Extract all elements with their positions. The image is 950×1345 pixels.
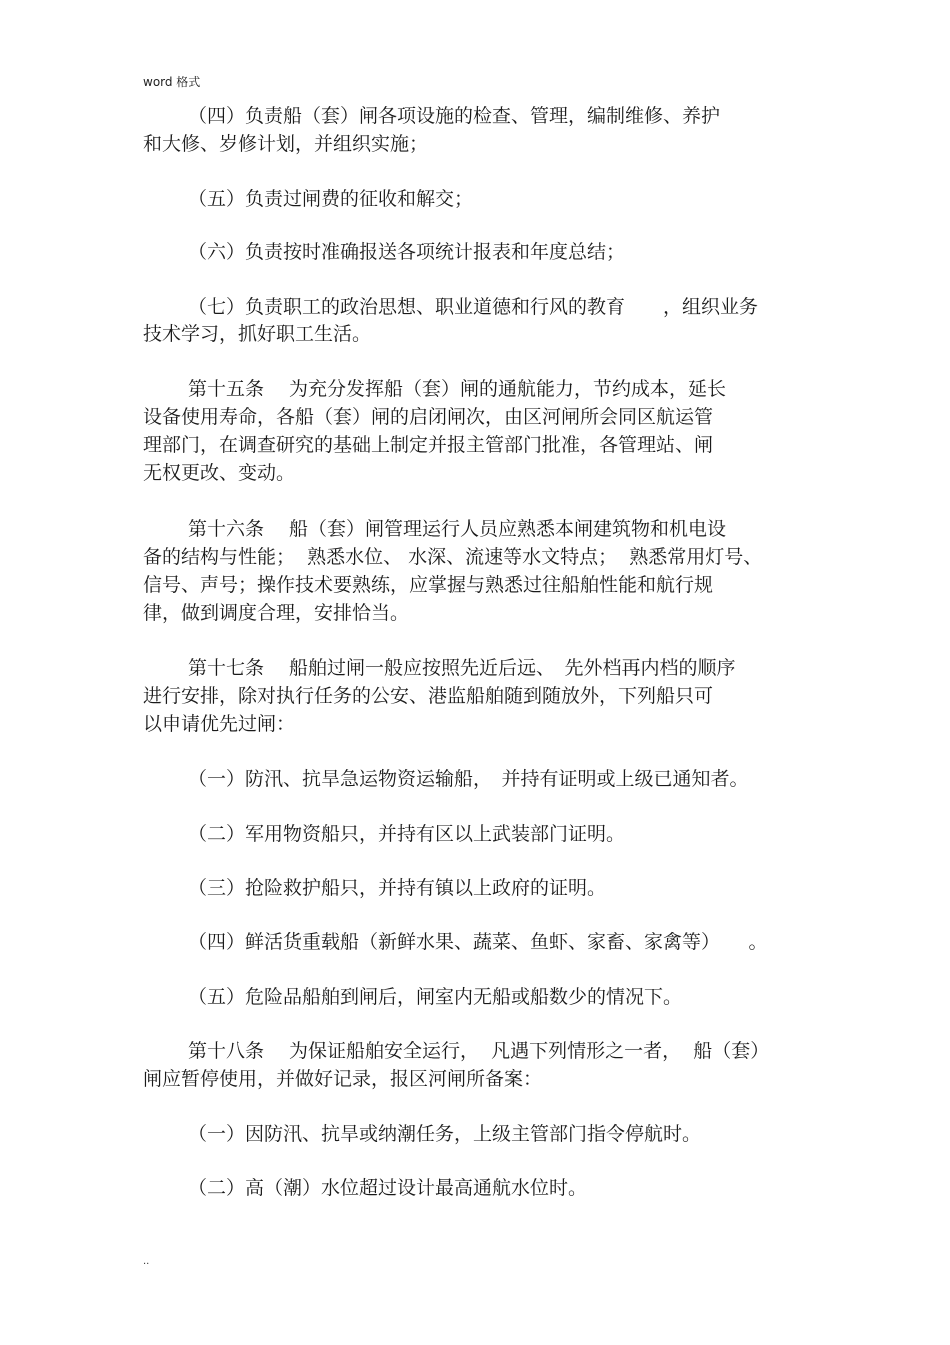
text-line: 备的结构与性能； 熟悉水位、 水深、流速等水文特点； 熟悉常用灯号、 xyxy=(143,546,763,568)
text-line: （六）负责按时准确报送各项统计报表和年度总结； xyxy=(188,241,626,263)
text-line: （一）因防汛、抗旱或纳潮任务，上级主管部门指令停航时。 xyxy=(188,1123,702,1145)
text-line: 第十六条 船（套）闸管理运行人员应熟悉本闸建筑物和机电设 xyxy=(188,518,727,540)
page-footer: .. xyxy=(143,1256,150,1267)
text-line: （五）危险品船舶到闸后，闸室内无船或船数少的情况下。 xyxy=(188,986,683,1008)
text-line: （二）军用物资船只，并持有区以上武装部门证明。 xyxy=(188,823,626,845)
text-line: 理部门，在调查研究的基础上制定并报主管部门批准，各管理站、闸 xyxy=(143,434,714,456)
text-line: 和大修、岁修计划，并组织实施； xyxy=(143,133,429,155)
text-line: 信号、声号；操作技术要熟练，应掌握与熟悉过往船舶性能和航行规 xyxy=(143,574,714,596)
text-line: 技术学习，抓好职工生活。 xyxy=(143,323,372,345)
text-line: 无权更改、变动。 xyxy=(143,462,296,484)
text-line: 以申请优先过闸： xyxy=(143,713,296,735)
text-line: （二）高（潮）水位超过设计最高通航水位时。 xyxy=(188,1177,588,1199)
text-line: 第十八条 为保证船舶安全运行， 凡遇下列情形之一者， 船（套） xyxy=(188,1040,770,1062)
text-line: 律，做到调度合理，安排恰当。 xyxy=(143,602,410,624)
text-line: 第十五条 为充分发挥船（套）闸的通航能力，节约成本，延长 xyxy=(188,378,727,400)
text-line: （四）鲜活货重载船（新鲜水果、蔬菜、鱼虾、家畜、家禽等） 。 xyxy=(188,931,768,953)
text-line: 第十七条 船舶过闸一般应按照先近后远、 先外档再内档的顺序 xyxy=(188,657,736,679)
text-line: （四）负责船（套）闸各项设施的检查、管理，编制维修、养护 xyxy=(188,105,721,127)
text-line: （七）负责职工的政治思想、职业道德和行风的教育 ，组织业务 xyxy=(188,296,759,318)
page-header: word 格式 xyxy=(143,75,201,89)
text-line: （一）防汛、抗旱急运物资运输船， 并持有证明或上级已通知者。 xyxy=(188,768,749,790)
text-line: （五）负责过闸费的征收和解交； xyxy=(188,188,474,210)
text-line: （三）抢险救护船只，并持有镇以上政府的证明。 xyxy=(188,877,607,899)
text-line: 闸应暂停使用，并做好记录，报区河闸所备案： xyxy=(143,1068,543,1090)
text-line: 设备使用寿命，各船（套）闸的启闭闸次，由区河闸所会同区航运管 xyxy=(143,406,714,428)
text-line: 进行安排，除对执行任务的公安、港监船舶随到随放外，下列船只可 xyxy=(143,685,714,707)
